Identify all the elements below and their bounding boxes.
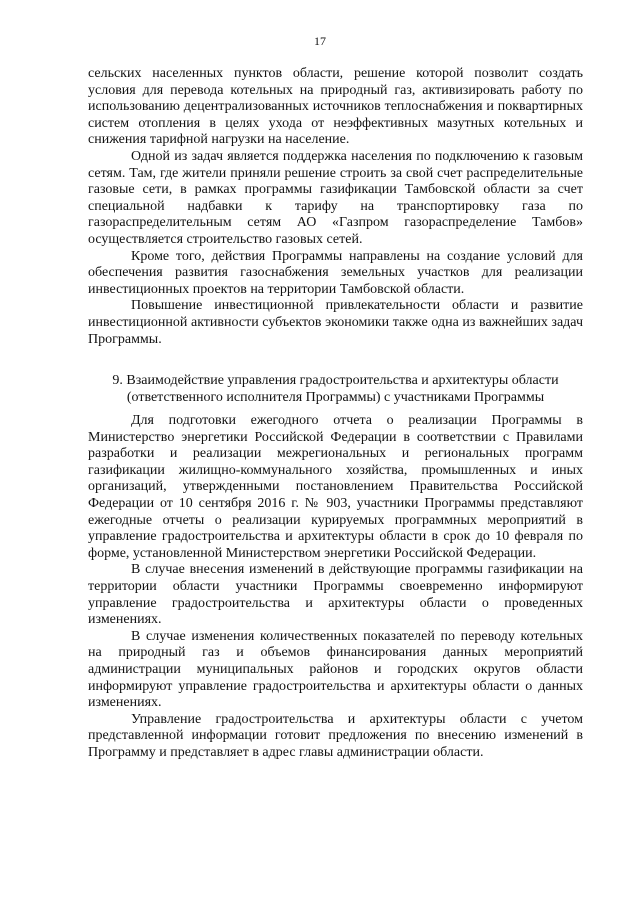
paragraph: Одной из задач является поддержка населения по подключению к газовым сетям. Там, где жители приняли решение строить за свой счет распределительные газовые сети, в рамках программы газификации Тамбовской области за счет специальной надбавки к тарифу на транспортировку газа по газораспределительным сетям АО «Газпром газораспределение Тамбов» осуществляется строительство газовых сетей.: [88, 148, 583, 247]
paragraph: Кроме того, действия Программы направлены на создание условий для обеспечения развития газоснабжения земельных участков для реализации инвестиционных проектов на территории Тамбовской области.: [88, 248, 583, 297]
section-9-text: [88, 413, 583, 761]
section-heading-line: 9. Взаимодействие управления градостроительства и архитектуры области: [112, 373, 559, 388]
paragraph: Управление градостроительства и архитектуры области с учетом представленной информации готовит предложения по внесению изменений в Программу и представляет в адрес главы администрации области.: [88, 711, 583, 760]
page-number: 17: [314, 34, 326, 48]
paragraph: Повышение инвестиционной привлекательности области и развитие инвестиционной активности субъектов экономики также одна из важнейших задач Программы.: [88, 298, 583, 347]
paragraph: В случае внесения изменений в действующие программы газификации на территории области участники Программы своевременно информируют управление градостроительства и архитектуры области о проведенных изменениях.: [88, 562, 583, 628]
paragraph: Для подготовки ежегодного отчета о реализации Программы в Министерство энергетики Российской Федерации в соответствии с Правилами разработки и реализации межрегиональных и региональных программ газификации жилищно-коммунального хозяйства, промышленных и иных организаций, утвержденными постановлением Правительства Российской Федерации от 10 сентября 2016 г. № 903, участники Программы представляют ежегодные отчеты о реализации курируемых программных мероприятий в управление градостроительства и архитектуры области в срок до 10 февраля по форме, установленной Министерством энергетики Российской Федерации.: [88, 413, 583, 561]
paragraph: В случае изменения количественных показателей по переводу котельных на природный газ и объемов финансирования данных мероприятий администрации муниципальных районов и городских округов области информируют управление градостроительства и архитектуры области о данных изменениях.: [88, 628, 583, 711]
section-intro-text: [88, 66, 583, 348]
section-heading-line: (ответственного исполнителя Программы) с участниками Программы: [126, 389, 545, 405]
paragraph: сельских населенных пунктов области, решение которой позволит создать условия для перевода котельных на природный газ, активизировать работу по использованию децентрализованных источников теплоснабжения и поквартирных систем отопления в целях ухода от неэффективных мазутных котельных и снижения тарифной нагрузки на население.: [88, 66, 583, 148]
section-heading: [88, 373, 583, 406]
